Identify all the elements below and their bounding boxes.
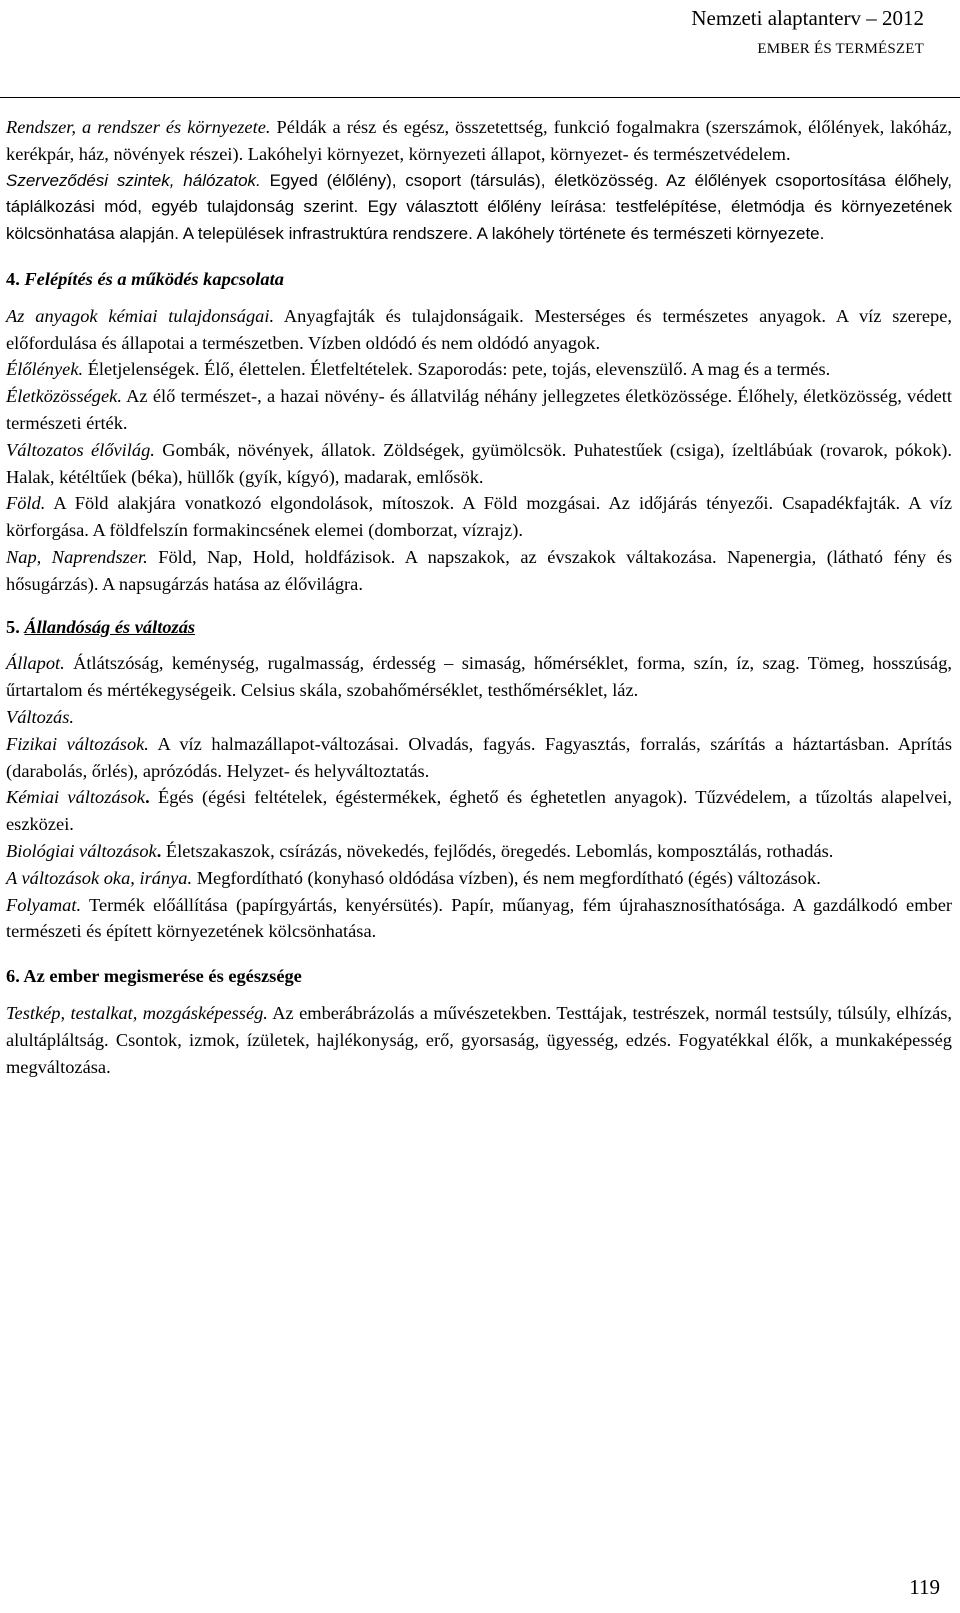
paragraph: Az anyagok kémiai tulajdonságai. Anyagfajták és tulajdonságaik. Mesterséges és természetes anyagok. A víz szerepe, előfordulása és állapotai a természetben. Vízben oldódó és nem oldódó anyagok. xyxy=(6,305,952,353)
paragraph: Biológiai változások. Életszakaszok, csírázás, növekedés, fejlődés, öregedés. Lebomlás, komposztálás, rothadás. xyxy=(6,840,834,861)
paragraph: Életközösségek. Az élő természet-, a hazai növény- és állatvilág néhány jellegzetes életközössége. Élőhely, életközösség, védett természeti érték. xyxy=(6,386,952,433)
paragraph: Kémiai változások. Égés (égési feltételek, égéstermékek, éghető és éghetetlen anyagok). Tűzvédelem, a tűzoltás alapelvei, eszközei. xyxy=(6,787,952,835)
paragraph: A változások oka, iránya. Megfordítható (konyhasó oldódása vízben), és nem megfordítható (égés) változások. xyxy=(6,867,821,888)
section-heading: 4. Felépítés és a működés kapcsolata xyxy=(6,268,284,289)
paragraph: Változás. xyxy=(6,706,74,727)
paragraph: Folyamat. Termék előállítása (papírgyártás, kenyérsütés). Papír, műanyag, fém újrahasznosíthatósága. A gazdálkodó ember természeti és épített környezetének kölcsönhatása. xyxy=(6,894,952,942)
header-divider xyxy=(0,97,960,98)
paragraph: Rendszer, a rendszer és környezete. Példák a rész és egész, összetettség, funkció fogalmakra (szerszámok, élőlények, lakóház, kerékpár, ház, növények részei). Lakóhelyi környezet, környezeti állapot, környezet- és természetvédelem. xyxy=(6,117,952,164)
section-subtitle: EMBER ÉS TERMÉSZET xyxy=(757,41,924,57)
paragraph: Állapot. Átlátszóság, keménység, rugalmasság, érdesség – simaság, hőmérséklet, forma, szín, íz, szag. Tömeg, hosszúság, űrtartalom és mértékegységeik. Celsius skála, szobahőmérséklet, testhőmérséklet, láz. xyxy=(6,653,952,701)
paragraph: Változatos élővilág. Gombák, növények, állatok. Zöldségek, gyümölcsök. Puhatestűek (csiga), ízeltlábúak (rovarok, pókok). Halak, kétéltűek (béka), hüllők (gyík, kígyó), madarak, emlősök. xyxy=(6,439,952,487)
page-number: 119 xyxy=(909,1575,940,1599)
page-body xyxy=(6,114,952,1080)
paragraph: Testkép, testalkat, mozgásképesség. Az emberábrázolás a művészetekben. Testtájak, testrészek, normál testsúly, túlsúly, elhízás, alultápláltság. Csontok, izmok, ízületek, hajlékonyság, erő, gyorsaság, ügyesség, edzés. Fogyatékkal élők, a munkaképesség megváltozása. xyxy=(6,1002,952,1077)
paragraph: Szerveződési szintek, hálózatok. Egyed (élőlény), csoport (társulás), életközösség. Az élőlények csoportosítása élőhely, táplálkozási mód, egyéb tulajdonság szerint. Egy választott élőlény leírása: testfelépítése, életmódja és környezetének kölcsönhatása alapján. A települések infrastruktúra rendszere. A lakóhely története és természeti környezete. xyxy=(6,170,952,244)
paragraph: Nap, Naprendszer. Föld, Nap, Hold, holdfázisok. A napszakok, az évszakok váltakozása. Napenergia, (látható fény és hősugárzás). A napsugárzás hatása az élővilágra. xyxy=(6,546,952,594)
page-header xyxy=(324,4,924,60)
paragraph: Fizikai változások. A víz halmazállapot-változásai. Olvadás, fagyás. Fagyasztás, forralás, szárítás a háztartásban. Aprítás (darabolás, őrlés), aprózódás. Helyzet- és helyváltoztatás. xyxy=(6,733,952,781)
paragraph: Föld. A Föld alakjára vonatkozó elgondolások, mítoszok. A Föld mozgásai. Az időjárás tényezői. Csapadékfajták. A víz körforgása. A földfelszín formakincsének elemei (domborzat, vízrajz). xyxy=(6,493,952,541)
paragraph: Élőlények. Életjelenségek. Élő, élettelen. Életfeltételek. Szaporodás: pete, tojás, elevenszülő. A mag és a termés. xyxy=(6,359,831,380)
section-heading: 6. Az ember megismerése és egészsége xyxy=(6,966,302,987)
document-title: Nemzeti alaptanterv – 2012 xyxy=(691,6,924,30)
section-heading: 5. Állandóság és változás xyxy=(6,616,196,637)
